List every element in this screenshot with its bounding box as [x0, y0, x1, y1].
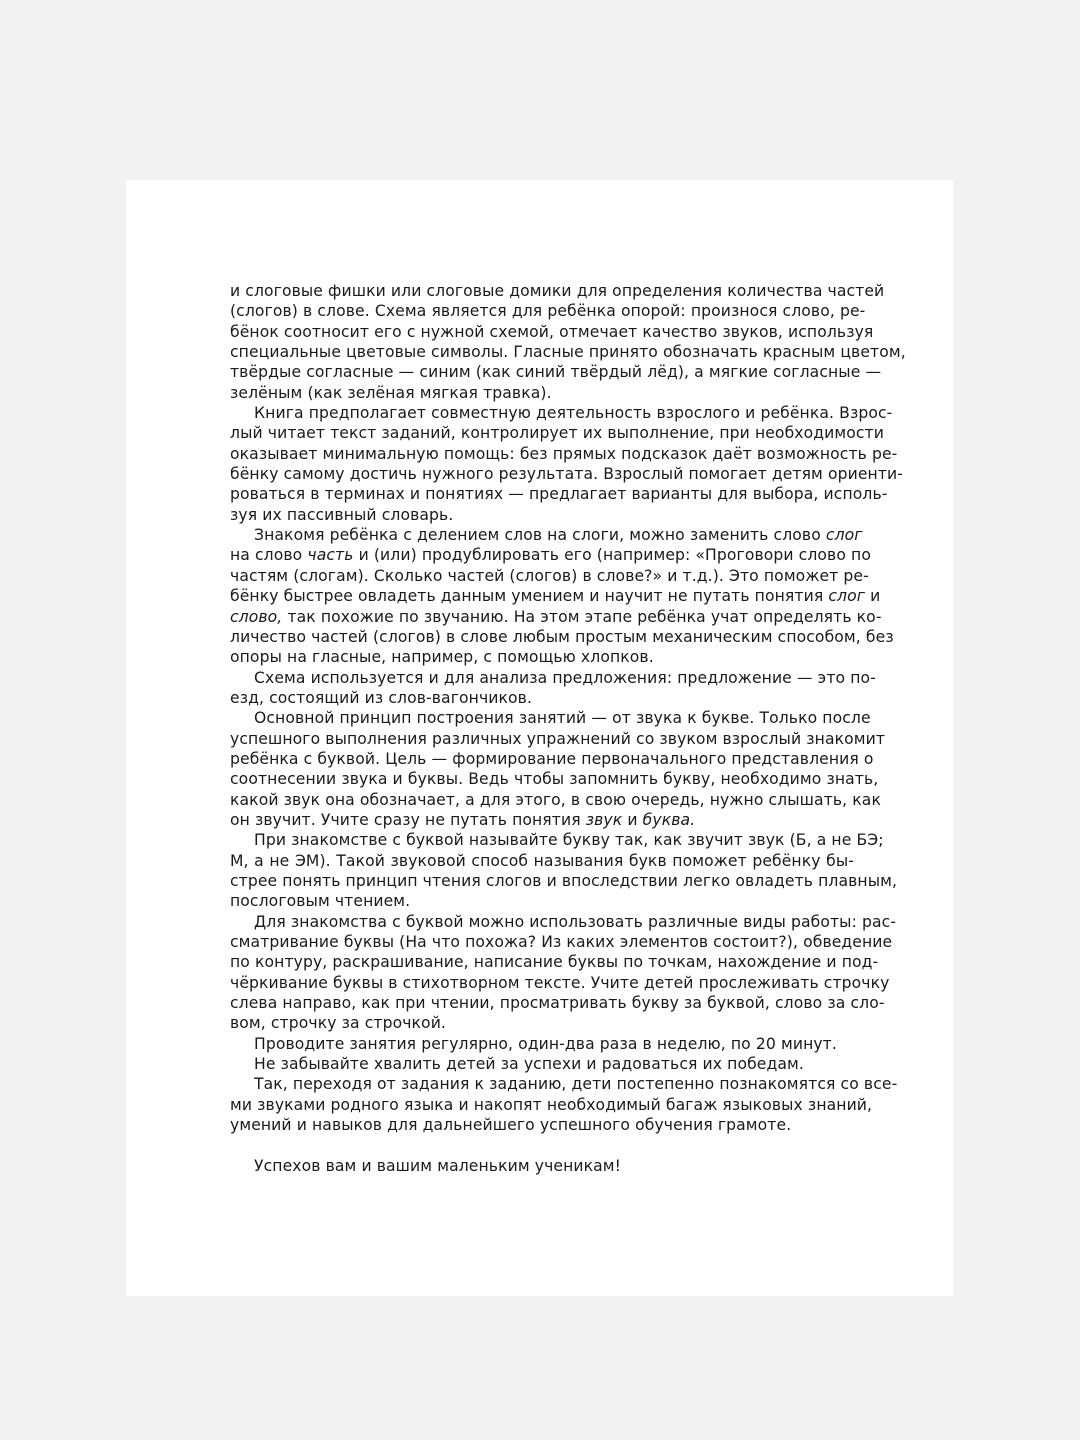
- text-line: слева направо, как при чтении, просматривать букву за буквой, слово за сло-: [230, 994, 885, 1013]
- text-line: [230, 586, 881, 606]
- text-fragment: и (или) продублировать его (например: «Проговори слово по: [358, 546, 871, 565]
- text-line: бёнок соотносит его с нужной схемой, отмечает качество звуков, используя: [230, 322, 874, 341]
- text-line: зуя их пассивный словарь.: [230, 505, 454, 524]
- text-line: роваться в терминах и понятиях — предлагает варианты для выбора, исполь-: [230, 485, 888, 504]
- text-line: по контуру, раскрашивание, написание буквы по точкам, нахождение и под-: [230, 953, 879, 972]
- text-fragment: и: [870, 587, 881, 606]
- paragraph-gap: [230, 1135, 854, 1155]
- text-line: твёрдые согласные — синим (как синий твёрдый лёд), а мягкие согласные —: [230, 363, 882, 382]
- text-line: личество частей (слогов) в слове любым простым механическим способом, без: [230, 627, 894, 646]
- text-line: [230, 810, 854, 830]
- text-line: послоговым чтением.: [230, 892, 411, 911]
- text-line: езд, состоящий из слов-вагончиков.: [230, 688, 532, 707]
- italic-term: слог: [828, 587, 866, 606]
- text-line: опоры на гласные, например, с помощью хлопков.: [230, 648, 654, 667]
- text-fragment: так похожие по звучанию. На этом этапе ребёнка учат определять ко-: [287, 607, 882, 626]
- text-line: Схема используется и для анализа предложения: предложение — это по-: [254, 668, 876, 687]
- text-line: сматривание буквы (На что похожа? Из каких элементов состоит?), обведение: [230, 933, 893, 951]
- text-line: ребёнка с буквой. Цель — формирование первоначального представления о: [230, 749, 874, 768]
- text-line: специальные цветовые символы. Гласные принято обозначать красным цветом,: [230, 343, 906, 362]
- text-fragment: Знакомя ребёнка с делением слов на слоги, можно заменить слово: [254, 526, 821, 545]
- text-line: умений и навыков для дальнейшего успешного обучения грамоте.: [230, 1116, 792, 1135]
- text-fragment: и: [627, 810, 638, 829]
- text-line: При знакомстве с буквой называйте букву так, как звучит звук (Б, а не БЭ;: [254, 831, 884, 850]
- text-line: успешного выполнения различных упражнений со звуком взрослый знакомит: [230, 729, 886, 748]
- text-line: чёркивание буквы в стихотворном тексте. Учите детей прослеживать строчку: [230, 973, 890, 992]
- text-line: Книга предполагает совместную деятельность взрослого и ребёнка. Взрос-: [254, 404, 893, 423]
- text-line: бёнку самому достичь нужного результата. Взрослый помогает детям ориенти-: [230, 465, 903, 484]
- closing-line: Успехов вам и вашим маленьким ученикам!: [254, 1156, 622, 1175]
- text-line: вом, строчку за строчкой.: [230, 1014, 446, 1033]
- text-fragment: бёнку быстрее овладеть данным умением и научит не путать понятия: [230, 587, 824, 606]
- text-line: [230, 545, 871, 565]
- italic-term: слово,: [230, 607, 283, 626]
- text-line: [230, 525, 863, 545]
- text-line: Не забывайте хвалить детей за успехи и радоваться их победам.: [254, 1055, 804, 1074]
- text-line: зелёным (как зелёная мягкая травка).: [230, 383, 552, 402]
- text-line: [230, 607, 882, 627]
- text-line: какой звук она обозначает, а для этого, в свою очередь, нужно слышать, как: [230, 790, 881, 809]
- text-line: Так, переходя от задания к заданию, дети постепенно познакомятся со все-: [254, 1075, 898, 1094]
- text-line: (слогов) в слове. Схема является для ребёнка опорой: произнося слово, ре-: [230, 302, 866, 321]
- text-line: оказывает минимальную помощь: без прямых подсказок даёт возможность ре-: [230, 444, 898, 463]
- text-line: Проводите занятия регулярно, один-два раза в неделю, по 20 минут.: [254, 1034, 837, 1053]
- text-line: М, а не ЭМ). Такой звуковой способ называния букв поможет ребёнку бы-: [230, 851, 854, 870]
- text-line: и слоговые фишки или слоговые домики для определения количества частей: [230, 282, 885, 300]
- italic-term: часть: [307, 546, 354, 565]
- text-fragment: он звучит. Учите сразу не путать понятия: [230, 810, 581, 829]
- text-line: лый читает текст заданий, контролирует их выполнение, при необходимости: [230, 424, 884, 443]
- italic-term: слог: [825, 526, 863, 545]
- text-line: Для знакомства с буквой можно использовать различные виды работы: рас-: [254, 912, 897, 931]
- page-body-text: [230, 281, 906, 1176]
- text-line: частям (слогам). Сколько частей (слогов) в слове?» и т.д.). Это поможет ре-: [230, 566, 869, 585]
- text-line: соотнесении звука и буквы. Ведь чтобы запомнить букву, необходимо знать,: [230, 770, 879, 789]
- text-line: стрее понять принцип чтения слогов и впоследствии легко овладеть плавным,: [230, 871, 898, 890]
- text-line: ми звуками родного языка и накопят необходимый багаж языковых знаний,: [230, 1095, 873, 1114]
- italic-term: буква.: [642, 810, 696, 829]
- text-fragment: на слово: [230, 546, 303, 565]
- text-line: Основной принцип построения занятий — от звука к букве. Только после: [254, 709, 871, 728]
- italic-term: звук: [585, 810, 623, 829]
- book-page: [126, 180, 953, 1296]
